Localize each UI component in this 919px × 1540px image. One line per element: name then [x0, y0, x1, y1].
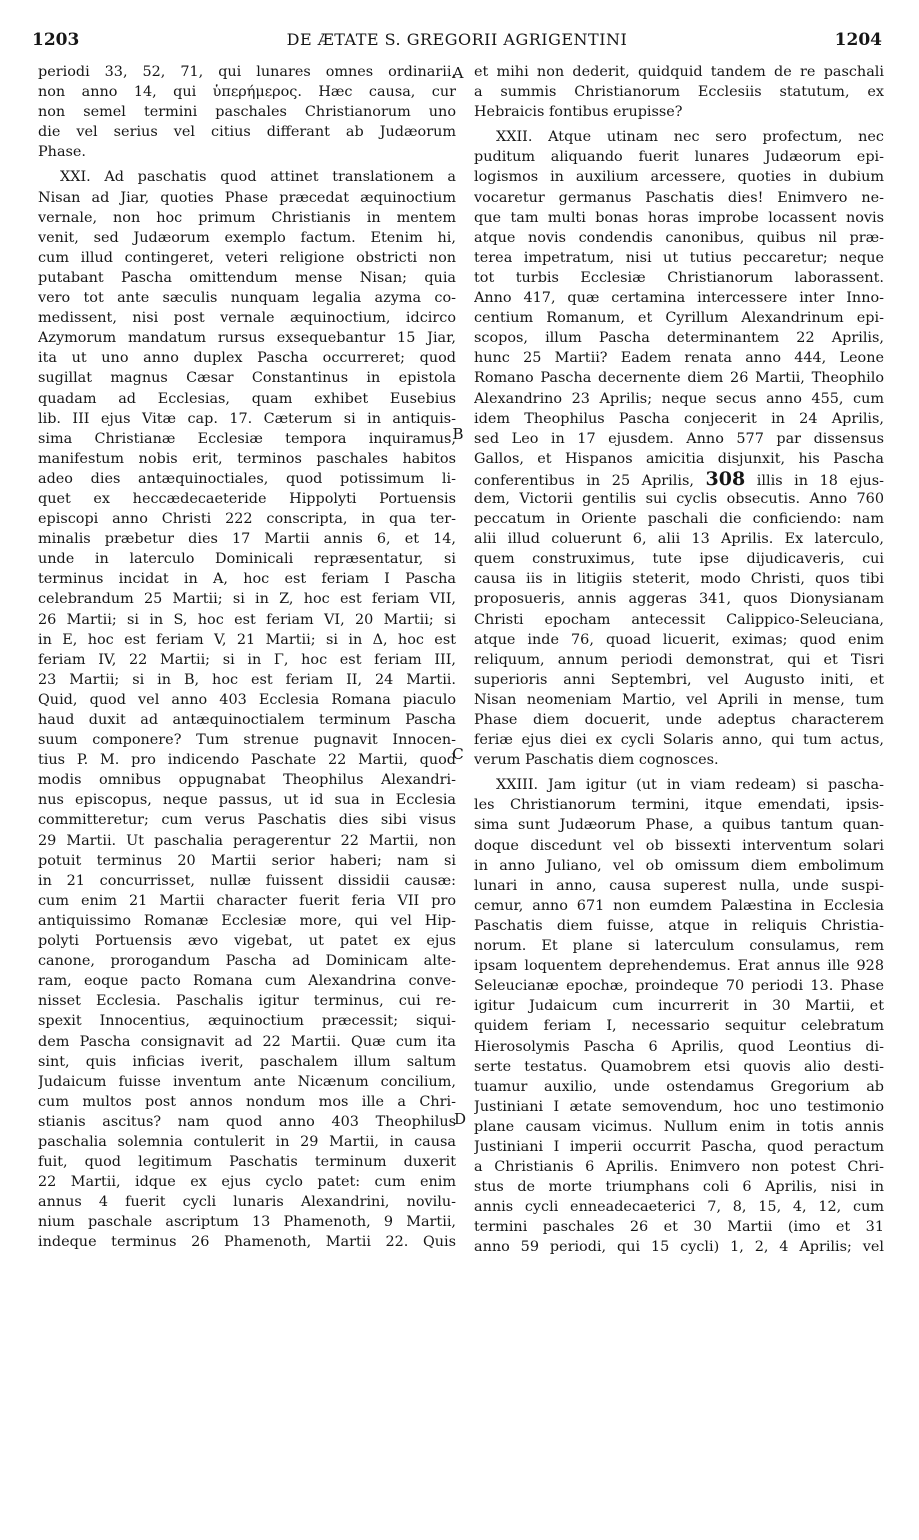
- text-line: scopos, illum Pascha determinantem 22 Aprilis,: [474, 330, 884, 347]
- text-line: cum multos post annos nondum mos ille a Chri-: [38, 1093, 456, 1110]
- left-column: [38, 62, 456, 1253]
- text-line: igitur Judaicum cum incurrerit in 30 Martii, et: [474, 998, 884, 1015]
- text-line: alii illud coluerunt 6, alii 13 Aprilis. Ex laterculo,: [474, 531, 884, 548]
- text-line: norum. Et plane si laterculum consulamus, rem: [474, 938, 884, 955]
- text-line: cum enim 21 Martii character fuerit feria VII pro: [38, 892, 456, 909]
- text-line: non anno 14, qui ὑπερήμερος. Hæc causa, cur: [38, 84, 456, 101]
- text-line: Quid, quod vel anno 403 Ecclesia Romana piaculo: [38, 691, 456, 708]
- text-line: nus episcopus, neque passus, ut id sua in Ecclesia: [38, 792, 456, 809]
- text-line: fuit, quod legitimum Paschatis terminum duxerit: [38, 1154, 456, 1171]
- text-line: reliquum, annum periodi demonstrat, qui et Tisri: [474, 651, 884, 668]
- text-line: manifestum nobis erit, terminos paschales habitos: [38, 450, 456, 467]
- text-line: verum Paschatis diem cognosces.: [474, 752, 719, 769]
- text-line: Anno 417, quæ certamina intercessere inter Inno-: [474, 290, 884, 307]
- text-line: ipsam loquentem deprehendemus. Erat annus ille 928: [474, 958, 884, 975]
- text-line: canone, prorogandum Pascha ad Dominicam alte-: [38, 953, 456, 970]
- text-line: cemur, anno 671 non eumdem Palæstina in Ecclesia: [474, 897, 884, 914]
- text-line: polyti Portuensis ævo vigebat, ut patet ex ejus: [38, 933, 456, 950]
- text-line: sima sunt Judæorum Phase, a quibus tantum quan-: [474, 817, 884, 834]
- text-line: Hebraicis fontibus erupisse?: [474, 104, 683, 121]
- text-line: Romano Pascha decernente diem 26 Martii, Theophilo: [474, 370, 884, 387]
- text-line: sima Christianæ Ecclesiæ tempora inquiramus,: [38, 430, 456, 447]
- text-line: Paschatis diem fuisse, atque in reliquis Christia-: [474, 917, 884, 934]
- text-line: suum componere? Tum strenue pugnavit Innocen-: [38, 732, 456, 749]
- text-fragment: illis in 18 ejus-: [756, 472, 884, 489]
- text-line: tuamur auxilio, unde ostendamus Gregorium ab: [474, 1078, 884, 1095]
- text-line: que tam multi bonas horas improbe locassent novis: [474, 209, 884, 226]
- text-line: quidem feriam I, necessario sequitur celebratum: [474, 1018, 884, 1035]
- text-line: quadam ad Ecclesias, quam exhibet Eusebius: [38, 390, 456, 407]
- text-line: Hierosolymis Pascha 6 Aprilis, quod Leontius di-: [474, 1038, 884, 1055]
- text-line: logismos in auxilium arcessere, quoties in dubium: [474, 169, 884, 186]
- text-line: XXIII. Jam igitur (ut in viam redeam) si pascha-: [496, 777, 884, 794]
- text-line: in E, hoc est feriam V, 21 Martii; si in Δ, hoc est: [38, 631, 456, 648]
- text-line: medissent, nisi post vernale æquinoctium, idcirco: [38, 310, 456, 327]
- text-line: peccatum in Oriente paschali die conficiendo: nam: [474, 511, 884, 528]
- text-line: Gallos, et Hispanos amicitia disjunxit, his Pascha: [474, 450, 884, 467]
- text-line: vero tot ante sæculis nunquam legalia azyma co-: [38, 290, 456, 307]
- text-line: nium paschale ascriptum 13 Phamenoth, 9 Martii,: [38, 1214, 456, 1231]
- text-line: et mihi non dederit, quidquid tandem de re paschali: [474, 64, 884, 80]
- text-line: terminus incidat in A, hoc est feriam I Pascha: [38, 571, 456, 588]
- text-line: sint, quis inficias iverit, paschalem illum saltum: [38, 1053, 456, 1070]
- text-line: paschalia solemnia contulerit in 29 Martii, in causa: [38, 1133, 456, 1150]
- text-line: non semel termini paschales Christianorum uno: [38, 104, 456, 121]
- text-line: superioris anni Septembri, vel Augusto initi, et: [474, 671, 884, 688]
- text-line: les Christianorum termini, itque emendati, ipsis-: [474, 797, 884, 814]
- text-line: in 21 concurrisset, nullæ fuissent dissidii causæ:: [38, 872, 456, 889]
- text-line: lib. III ejus Vitæ cap. 17. Cæterum si in antiquis-: [38, 410, 456, 427]
- text-line: a summis Christianorum Ecclesiis statutum, ex: [474, 84, 884, 101]
- text-line: die vel serius vel citius differant ab Judæorum: [38, 124, 456, 141]
- right-column: [474, 62, 884, 1258]
- text-line: sugillat magnus Cæsar Constantinus in epistola: [38, 370, 456, 387]
- text-line: idem Theophilus Pascha conjecerit in 24 Aprilis,: [474, 410, 884, 427]
- text-line: nisset Ecclesia. Paschalis igitur terminus, cui re-: [38, 993, 456, 1010]
- text-line: causa iis in litigiis steterit, modo Christi, quos tibi: [474, 571, 884, 588]
- text-line: Phase.: [38, 144, 87, 161]
- text-line: Azymorum mandatum rursus exsequebantur 15 Jiar,: [38, 330, 456, 347]
- text-line: periodi 33, 52, 71, qui lunares omnes ordinarii,: [38, 64, 456, 80]
- text-line: Nisan neomeniam Martio, vel Aprili in mense, tum: [474, 691, 884, 708]
- text-line: committeretur; cum verus Paschatis dies sibi visus: [38, 812, 456, 829]
- text-line: tot turbis Ecclesiæ Christianorum laborassent.: [474, 269, 884, 286]
- text-line: Nisan ad Jiar, quoties Phase præcedat æquinoctium: [38, 189, 456, 206]
- text-fragment: conferentibus in 25 Aprilis,: [474, 472, 694, 489]
- margin-marker-d: D: [453, 1110, 467, 1128]
- text-line: putabant Pascha omittendum mense Nisan; quia: [38, 269, 456, 286]
- text-line: adeo dies antæquinoctiales, quod potissimum li-: [38, 470, 456, 487]
- text-line: in anno Juliano, vel ob omissum diem embolimum: [474, 857, 884, 874]
- text-line: feriæ ejus diei ex cycli Solaris anno, qui tum actus,: [474, 732, 884, 749]
- text-line: venit, sed Judæorum exemplo factum. Etenim hi,: [38, 229, 456, 246]
- text-line: dem, Victorii gentilis sui cyclis obsecutis. Anno 760: [474, 490, 884, 507]
- text-line: 29 Martii. Ut paschalia peragerentur 22 Martii, non: [38, 832, 456, 849]
- text-line: plane causam vicimus. Nullum enim in totis annis: [474, 1118, 884, 1135]
- text-line: celebrandum 25 Martii; si in Z, hoc est feriam VII,: [38, 591, 456, 608]
- text-line: doque discedunt vel ob bissexti interventum solari: [474, 837, 884, 854]
- text-line: quet ex heccædecaeteride Hippolyti Portuensis: [38, 490, 456, 507]
- text-line: quem construximus, tute ipse dijudicaveris, cui: [474, 551, 884, 568]
- text-line: Alexandrino 23 Aprilis; neque secus anno 455, cum: [474, 390, 884, 407]
- text-line: annus 4 fuerit cycli lunaris Alexandrini, novilu-: [38, 1194, 456, 1211]
- text-line: sed Leo in 17 ejusdem. Anno 577 par dissensus: [474, 430, 884, 447]
- text-line: XXI. Ad paschatis quod attinet translationem a: [60, 169, 456, 186]
- page-number-right: 1204: [834, 30, 882, 50]
- text-line: stus de morte triumphans coli 6 Aprilis, nisi in: [474, 1179, 884, 1196]
- text-line: ita ut uno anno duplex Pascha occurreret; quod: [38, 350, 456, 367]
- text-line: Judaicum fuisse inventum ante Nicænum concilium,: [38, 1073, 456, 1090]
- text-line: serte testatus. Quamobrem etsi quovis alio desti-: [474, 1058, 884, 1075]
- text-line: vernale, non hoc primum Christianis in mentem: [38, 209, 456, 226]
- text-line: terea impetratum, nisi ut tutius peccaretur; neque: [474, 249, 884, 266]
- text-line: modis omnibus oppugnabat Theophilus Alexandri-: [38, 772, 456, 789]
- text-line: termini paschales 26 et 30 Martii (imo et 31: [474, 1219, 884, 1236]
- text-line: Justiniani I imperii occurrit Pascha, quod peractum: [474, 1138, 884, 1155]
- text-line: anno 59 periodi, qui 15 cycli) 1, 2, 4 Aprilis; vel: [474, 1239, 884, 1256]
- text-line: Phase diem docuerit, unde adeptus characterem: [474, 712, 884, 728]
- margin-marker-c: C: [452, 745, 464, 763]
- text-line: 26 Martii; si in S, hoc est feriam VI, 20 Martii; si: [38, 611, 456, 628]
- text-line: Seleucianæ epochæ, proindeque 70 periodi 13. Phase: [474, 978, 884, 995]
- text-line: spexit Innocentius, æquinoctium præcessit; siqui-: [38, 1013, 456, 1030]
- text-line: XXII. Atque utinam nec sero profectum, nec: [496, 129, 884, 146]
- text-line: centium Romanum, et Cyrillum Alexandrinum epi-: [474, 310, 884, 327]
- text-line: atque inde 76, quoad licuerit, eximas; quod enim: [474, 631, 884, 648]
- text-line: dem Pascha consignavit ad 22 Martii. Quæ cum ita: [38, 1033, 456, 1050]
- running-title: DE ÆTATE S. GREGORII AGRIGENTINI: [286, 30, 628, 49]
- text-line: indeque terminus 26 Phamenoth, Martii 22. Quis: [38, 1234, 456, 1251]
- text-line: unde in laterculo Dominicali repræsentatur, si: [38, 551, 456, 568]
- text-line: 23 Martii; si in B, hoc est feriam II, 24 Martii.: [38, 671, 456, 688]
- text-line: stianis ascitus? nam quod anno 403 Theophilus: [38, 1113, 456, 1130]
- text-line: antiquissimo Romanæ Ecclesiæ more, qui vel Hip-: [38, 912, 456, 929]
- text-line: cum illud contingeret, veteri religione obstricti non: [38, 249, 456, 266]
- margin-marker-b: B: [452, 425, 464, 443]
- text-line: feriam IV, 22 Martii; si in Γ, hoc est feriam III,: [38, 651, 456, 668]
- page-number-left: 1203: [32, 30, 80, 50]
- text-line: annis cycli enneadecaeterici 7, 8, 15, 4, 12, cum: [474, 1199, 884, 1216]
- text-line: Justiniani I ætate semovendum, hoc uno testimonio: [474, 1098, 884, 1115]
- margin-marker-a: A: [452, 64, 464, 82]
- text-line-with-number: [474, 469, 884, 489]
- text-line: 22 Martii, idque ex ejus cyclo patet: cum enim: [38, 1174, 456, 1191]
- text-line: atque novis condendis canonibus, quibus nil præ-: [474, 229, 884, 246]
- text-line: tius P. M. pro indicendo Paschate 22 Martii, quod: [38, 752, 456, 769]
- text-line: hunc 25 Martii? Eadem renata anno 444, Leone: [474, 350, 884, 367]
- text-line: minalis præbetur dies 17 Martii annis 6, et 14,: [38, 531, 456, 548]
- text-line: puditum aliquando fuerit lunares Judæorum epi-: [474, 149, 884, 166]
- text-line: vocaretur germanus Paschatis dies! Enimvero ne-: [474, 189, 884, 206]
- running-header: [32, 30, 882, 54]
- text-line: proposueris, annis aggeras 341, quos Dionysianam: [474, 591, 884, 608]
- text-line: ram, eoque pacto Romana cum Alexandrina conve-: [38, 973, 456, 990]
- text-line: haud duxit ad antæquinoctialem terminum Pascha: [38, 712, 456, 728]
- text-line: episcopi anno Christi 222 conscripta, in qua ter-: [38, 511, 456, 528]
- text-line: potuit terminus 20 Martii serior haberi; nam si: [38, 852, 456, 869]
- text-line: Christi epocham antecessit Calippico-Seleuciana,: [474, 611, 884, 628]
- inline-number: 308: [705, 468, 746, 489]
- text-line: lunari in anno, causa superest nulla, unde suspi-: [474, 877, 884, 894]
- text-line: a Christianis 6 Aprilis. Enimvero non potest Chri-: [474, 1159, 884, 1176]
